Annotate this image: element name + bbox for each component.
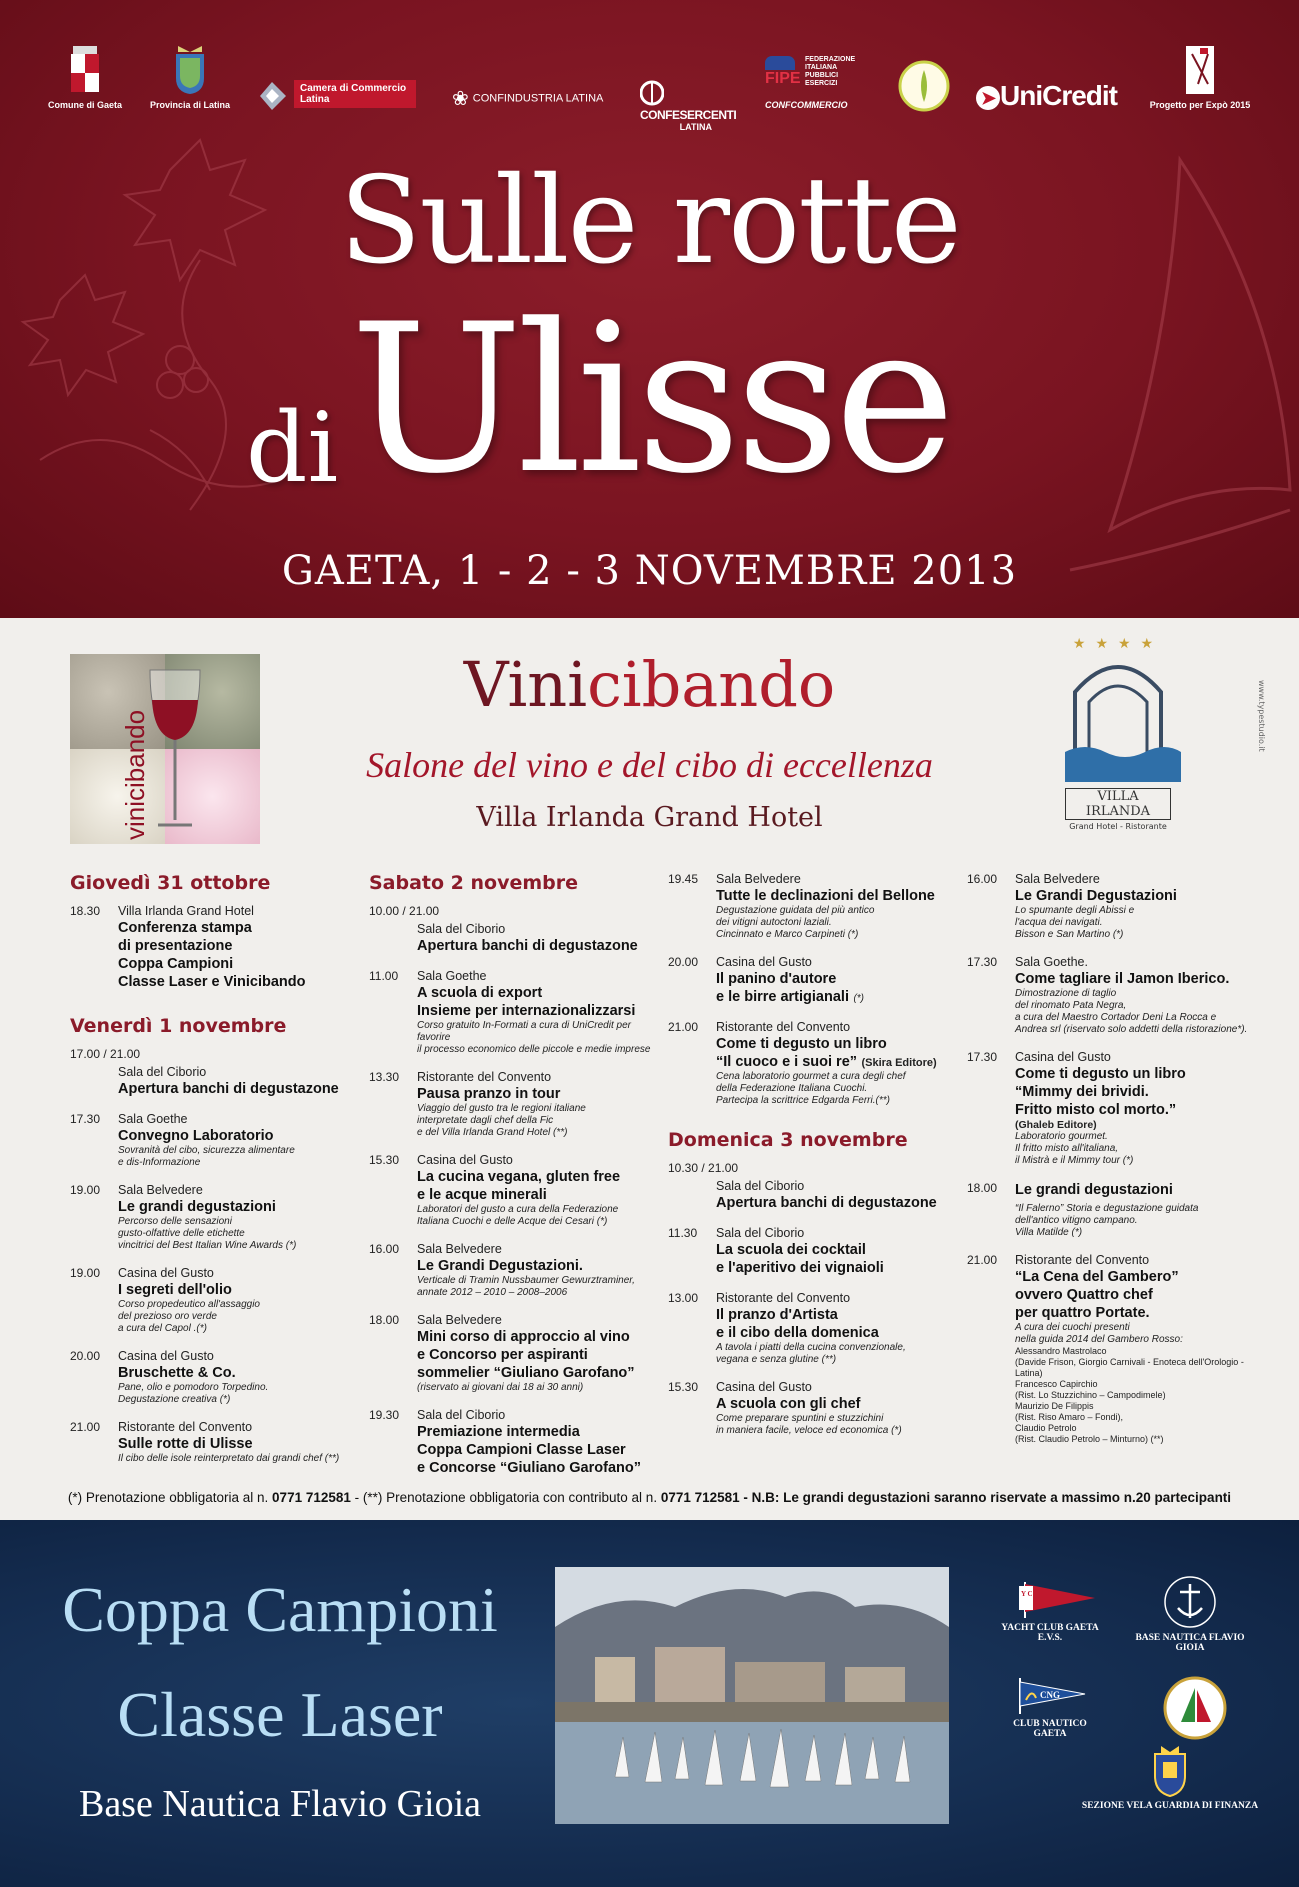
main-title-line1: Sulle rotte [339, 152, 960, 291]
logo-agri [896, 60, 952, 114]
event-title: Premiazione intermedia Coppa Campioni Classe Laser e Concorse “Giuliano Garofano” [417, 1424, 641, 1476]
event-time: 18.30 [70, 904, 101, 918]
event-place: Sala Belvedere [417, 1242, 502, 1256]
event-time: 11.00 [369, 969, 399, 983]
schedule-column-2 [369, 872, 659, 1491]
logo-club-nautico [990, 1676, 1110, 1739]
event-title: Sulle rotte di Ulisse [118, 1436, 253, 1452]
day-heading: Venerdì 1 novembre [70, 1015, 287, 1037]
event-place: Ristorante del Convento [716, 1020, 851, 1034]
event-time: 15.30 [369, 1153, 400, 1167]
event-title: A scuola di export Insieme per internazionalizzarsi [417, 985, 636, 1019]
schedule-event [668, 955, 958, 1006]
logo-confindustria [452, 86, 622, 111]
logo-guardia-finanza [1080, 1744, 1260, 1811]
unicredit-label: UniCredit [1000, 80, 1117, 111]
event-time: 19.30 [369, 1408, 400, 1422]
event-desc: Sovranità del cibo, sicurezza alimentare e dis-Informazione [118, 1145, 295, 1168]
event-tag: (*) [853, 993, 864, 1004]
schedule-event [668, 1179, 958, 1212]
schedule-column-1 [70, 872, 360, 1479]
villa-arch-icon [1055, 652, 1181, 782]
event-title: Conferenza stampa di presentazione Coppa Campioni Classe Laser e Vinicibando [118, 920, 306, 990]
logo-unicredit [976, 80, 1126, 112]
event-time: 11.30 [668, 1226, 698, 1240]
confesercenti-sub: LATINA [679, 122, 712, 132]
event-editor: (Ghaleb Editore) [1015, 1119, 1097, 1131]
confindustria-icon: ❀ [452, 88, 469, 110]
schedule-event [369, 1242, 659, 1299]
event-time: 20.00 [668, 955, 699, 969]
logo-fipe [765, 56, 865, 110]
yacht-club-flag-icon [1005, 1580, 1095, 1620]
event-title: La scuola dei cocktail e l'aperitivo dei vignaioli [716, 1242, 884, 1276]
main-title-di: di [246, 392, 339, 504]
event-time: 20.00 [70, 1349, 101, 1363]
event-place: Casina del Gusto [716, 955, 812, 969]
event-time: 16.00 [369, 1242, 400, 1256]
cng-badge-text: CNG [1040, 1690, 1060, 1700]
yacht-club-badge-text: Y C [1021, 1590, 1033, 1598]
stars-icon: ★★★★ [1072, 636, 1164, 652]
logo-federazione-vela [1160, 1676, 1230, 1743]
schedule-column-3 [668, 872, 958, 1451]
schedule-event [369, 922, 659, 955]
coppa-title-line2: Classe Laser [117, 1679, 443, 1750]
schedule-event [70, 1112, 360, 1169]
event-time: 21.00 [668, 1020, 699, 1034]
event-desc: Pane, olio e pomodoro Torpedino. Degustazione creativa (*) [118, 1382, 269, 1405]
logo-expo-label: Progetto per Expò 2015 [1149, 100, 1251, 110]
event-desc: Viaggio del gusto tra le regioni italiane interpretate dagli chef della Fic e del Villa Irlanda Grand Hotel (**) [417, 1103, 586, 1138]
time-range: 17.00 / 21.00 [70, 1047, 141, 1061]
event-place: Sala Goethe [417, 969, 487, 983]
time-range: 10.00 / 21.00 [369, 904, 440, 918]
schedule-event [369, 1070, 659, 1139]
schedule-event [668, 1226, 958, 1277]
logo-confesercenti [640, 78, 740, 132]
event-desc: Lo spumante degli Abissi e l'acqua dei navigati. Bisson e San Martino (*) [1015, 905, 1135, 940]
event-place: Sala Belvedere [417, 1313, 502, 1327]
day-heading: Giovedì 31 ottobre [70, 872, 271, 894]
anchor-seal-icon [1160, 1574, 1220, 1630]
schedule-event [668, 872, 958, 941]
footnote-phone-2: 0771 712581 [660, 1490, 740, 1505]
logo-camera-commercio [258, 80, 438, 112]
event-title: Come ti degusto un libro “Il cuoco e i suoi re” [716, 1036, 887, 1070]
event-title: Apertura banchi di degustazone [716, 1195, 937, 1211]
event-time: 17.30 [70, 1112, 101, 1126]
schedule-event [967, 1181, 1267, 1239]
footnote-e: - N.B: Le grandi degustazioni saranno riservate a massimo n.20 partecipanti [739, 1490, 1232, 1505]
event-time: 16.00 [967, 872, 998, 886]
logo-yacht-club [990, 1580, 1110, 1643]
logo-provincia-latina [145, 44, 235, 110]
day-heading: Sabato 2 novembre [369, 872, 579, 894]
event-title: Le grandi degustazioni [1015, 1182, 1173, 1198]
event-title: Bruschette & Co. [118, 1365, 236, 1381]
event-desc: Cena laboratorio gourmet a cura degli chef della Federazione Italiana Cuochi. Partecipa la scrittrice Edgarda Ferri.(**) [716, 1071, 906, 1106]
header-banner [0, 0, 1299, 618]
event-place: Casina del Gusto [417, 1153, 513, 1167]
event-time: 13.00 [668, 1291, 699, 1305]
event-place: Sala del Ciborio [417, 922, 506, 936]
vinicibando-venue: Villa Irlanda Grand Hotel [476, 802, 823, 833]
villa-logo-text: VILLA IRLANDA [1065, 788, 1171, 820]
schedule-event [369, 969, 659, 1056]
event-title: Le Grandi Degustazioni. [417, 1258, 583, 1274]
event-time: 17.30 [967, 1050, 998, 1064]
chef-list: Alessandro Mastrolaco (Davide Frison, Giorgio Carnivali - Enoteca dell'Orologio - Latina) Francesco Capirchio (Rist. Lo Stuzzichino – Campodimele) Maurizio De Filippis (Rist. Riso Amaro – Fondi), Claudio Petrolo (Rist. Claudio Petrolo – Minturno) (**) [1015, 1346, 1244, 1444]
event-time: 19.00 [70, 1183, 101, 1197]
event-title: Come tagliare il Jamon Iberico. [1015, 971, 1230, 987]
event-desc: “Il Falerno” Storia e degustazione guidata dell'antico vitigno campano. Villa Matilde (*) [1015, 1203, 1199, 1238]
event-title: Come ti degusto un libro “Mimmy dei brividi. Fritto misto col morto.” [1015, 1066, 1186, 1118]
schedule-event [70, 1065, 360, 1098]
event-time: 21.00 [967, 1253, 998, 1267]
event-place: Sala del Ciborio [716, 1226, 805, 1240]
event-place: Sala del Ciborio [716, 1179, 805, 1193]
footnote [0, 1490, 1299, 1505]
event-time: 19.45 [668, 872, 699, 886]
schedule-event [668, 1291, 958, 1366]
logo-latina-label: Provincia di Latina [149, 100, 231, 110]
event-title: Il panino d'autore e le birre artigianali [716, 971, 849, 1005]
event-desc: Come preparare spuntini e stuzzichini in maniera facile, veloce ed economica (*) [716, 1413, 902, 1436]
confesercenti-label: CONFESERCENTI [640, 108, 737, 122]
confcommercio-label: CONFCOMMERCIO [765, 100, 848, 110]
schedule-event [70, 1420, 360, 1465]
event-title: I segreti dell'olio [118, 1282, 232, 1298]
event-desc: Laboratori del gusto a cura della Federazione Italiana Cuochi e delle Acque dei Cesari (*) [417, 1204, 619, 1227]
event-place: Casina del Gusto [716, 1380, 812, 1394]
event-title: “La Cena del Gambero” ovvero Quattro chef per quattro Portate. [1015, 1269, 1179, 1321]
vinicibando-title-a: Vini [463, 648, 588, 721]
coppa-title-line1: Coppa Campioni [62, 1574, 498, 1645]
event-title: Apertura banchi di degustazone [118, 1081, 339, 1097]
event-place: Sala Belvedere [1015, 872, 1100, 886]
event-time: 21.00 [70, 1420, 101, 1434]
schedule-event [369, 1408, 659, 1477]
event-place: Ristorante del Convento [1015, 1253, 1150, 1267]
event-place: Sala Goethe. [1015, 955, 1088, 969]
logo-base-nautica [1120, 1574, 1260, 1653]
event-desc: A cura dei cuochi presenti nella guida 2014 del Gambero Rosso: [1015, 1322, 1183, 1345]
schedule-event [967, 955, 1267, 1036]
event-title: A scuola con gli chef [716, 1396, 861, 1412]
event-place: Ristorante del Convento [118, 1420, 253, 1434]
unicredit-icon: ➤ [976, 86, 1000, 110]
vinicibando-badge-text: vinicibando [120, 709, 150, 840]
event-place: Villa Irlanda Grand Hotel [118, 904, 254, 918]
vinicibando-subtitle: Salone del vino e del cibo di eccellenza [366, 745, 933, 785]
base-nautica-label: BASE NAUTICA FLAVIO GIOIA [1135, 1633, 1245, 1653]
regatta-photo [555, 1567, 949, 1824]
event-place: Casina del Gusto [118, 1266, 214, 1280]
event-desc: Corso propedeutico all'assaggio del prezioso oro verde a cura del Capol .(*) [118, 1299, 260, 1334]
day-heading: Domenica 3 novembre [668, 1129, 908, 1151]
logo-comune-gaeta [40, 44, 130, 110]
event-place: Sala Belvedere [716, 872, 801, 886]
footnote-a: (*) Prenotazione obbligatoria al n. [67, 1490, 273, 1505]
schedule-event [369, 1313, 659, 1394]
event-time: 13.30 [369, 1070, 400, 1084]
villa-logo-sub: Grand Hotel - Ristorante [1069, 822, 1167, 831]
confindustria-label: CONFINDUSTRIA LATINA [472, 92, 604, 105]
event-time: 15.30 [668, 1380, 699, 1394]
event-title: Mini corso di approccio al vino e Concorso per aspiranti sommelier “Giuliano Garofano” [417, 1329, 635, 1381]
event-title: Tutte le declinazioni del Bellone [716, 888, 935, 904]
event-place: Ristorante del Convento [417, 1070, 552, 1084]
event-dates: GAETA, 1 - 2 - 3 NOVEMBRE 2013 [281, 548, 1018, 594]
event-place: Ristorante del Convento [716, 1291, 851, 1305]
event-desc: Il cibo delle isole reinterpretato dai grandi chef (**) [118, 1453, 340, 1464]
event-desc: Laboratorio gourmet. Il fritto misto all'italiana, il Mistrà e il Mimmy tour (*) [1015, 1131, 1134, 1166]
camera-label: Camera di Commercio Latina [294, 80, 416, 108]
event-title: La cucina vegana, gluten free e le acque minerali [417, 1169, 621, 1203]
event-title: Apertura banchi di degustazone [417, 938, 638, 954]
villa-irlanda-logo [1055, 636, 1181, 842]
event-desc: Corso gratuito In-Formati a cura di UniCredit per favorire il processo economico delle piccole e medie imprese [417, 1020, 651, 1055]
eu-stars-icon [765, 56, 795, 70]
event-title: Le Grandi Degustazioni [1015, 888, 1177, 904]
finanza-crest-icon [1147, 1744, 1193, 1798]
logo-gaeta-label: Comune di Gaeta [47, 100, 122, 110]
footnote-c: - (**) Prenotazione obbligatoria con contributo al n. [350, 1490, 661, 1505]
schedule-column-4 [967, 872, 1267, 1459]
event-place: Sala del Ciborio [417, 1408, 506, 1422]
event-place: Sala Belvedere [118, 1183, 203, 1197]
event-time: 17.30 [967, 955, 998, 969]
event-time: 19.00 [70, 1266, 101, 1280]
regatta-scene [555, 1567, 949, 1824]
event-title: Le grandi degustazioni [118, 1199, 276, 1215]
footnote-phone-1: 0771 712581 [272, 1490, 351, 1505]
vinicibando-title-b: cibando [587, 648, 836, 721]
sailing-federation-icon [1163, 1676, 1227, 1740]
cng-flag-icon [1010, 1676, 1090, 1716]
schedule-event [70, 1349, 360, 1406]
club-nautico-label: CLUB NAUTICO GAETA [1013, 1719, 1087, 1739]
coppa-subtitle: Base Nautica Flavio Gioia [78, 1783, 482, 1825]
side-credit: www.typestudio.it [1257, 680, 1266, 752]
event-title: Convegno Laboratorio [118, 1128, 274, 1144]
event-place: Sala Goethe [118, 1112, 188, 1126]
event-editor: (Skira Editore) [861, 1057, 937, 1069]
event-desc: A tavola i piatti della cucina convenzionale, vegana e senza glutine (**) [716, 1342, 906, 1365]
event-desc: (riservato ai giovani dai 18 ai 30 anni) [417, 1382, 584, 1393]
guardia-finanza-label: SEZIONE VELA GUARDIA DI FINANZA [1081, 1801, 1259, 1811]
fipe-mark: FIPE [765, 70, 801, 87]
event-desc: Percorso delle sensazioni gusto-olfattive delle etichette vincitrici del Best Italian Wine Awards (*) [118, 1216, 297, 1251]
event-title: Il pranzo d'Artista e il cibo della domenica [716, 1307, 879, 1341]
event-place: Sala del Ciborio [118, 1065, 207, 1079]
event-title: Pausa pranzo in tour [417, 1086, 561, 1102]
schedule-event [668, 1020, 958, 1107]
schedule-event [70, 1266, 360, 1335]
event-place: Casina del Gusto [1015, 1050, 1111, 1064]
schedule-event [70, 1183, 360, 1252]
main-title-line2: Ulisse [350, 281, 950, 519]
yacht-club-label: YACHT CLUB GAETA E.V.S. [1001, 1623, 1099, 1643]
schedule-event [70, 904, 360, 991]
schedule-event [967, 1253, 1267, 1445]
event-desc: Dimostrazione di taglio del rinomato Pata Negra, a cura del Maestro Cortador Deni La Rocca e Andrea srl (riservato solo addetti della ristorazione*). [1015, 988, 1248, 1035]
event-time: 18.00 [369, 1313, 400, 1327]
schedule-event [369, 1153, 659, 1228]
schedule-event [967, 872, 1267, 941]
time-range: 10.30 / 21.00 [668, 1161, 739, 1175]
schedule-event [668, 1380, 958, 1437]
logo-expo [1140, 44, 1260, 110]
fipe-text: FEDERAZIONE ITALIANA PUBBLICI ESERCIZI [805, 56, 856, 87]
event-place: Casina del Gusto [118, 1349, 214, 1363]
event-desc: Verticale di Tramin Nussbaumer Gewurztraminer, annate 2012 – 2010 – 2008–2006 [417, 1275, 635, 1298]
event-time: 18.00 [967, 1181, 998, 1195]
schedule-event [967, 1050, 1267, 1167]
event-desc: Degustazione guidata del più antico dei vitigni autoctoni laziali. Cincinnato e Marco Carpineti (*) [716, 905, 875, 940]
